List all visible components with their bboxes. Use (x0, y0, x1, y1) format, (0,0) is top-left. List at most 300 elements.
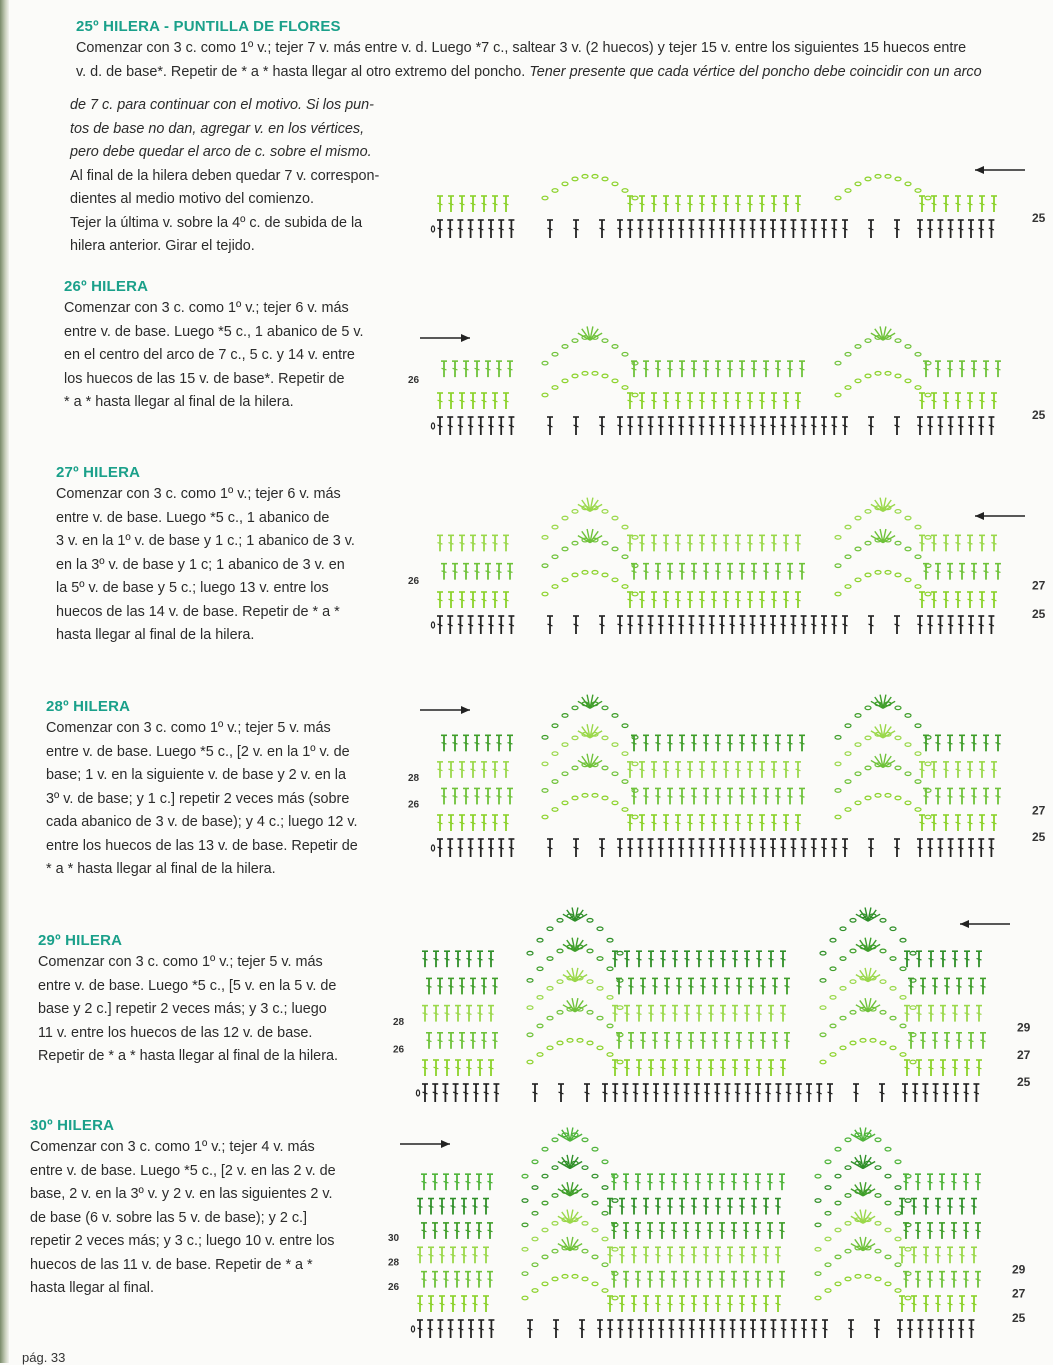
stitch-bar (760, 769, 765, 771)
chain-stitch (905, 743, 911, 747)
stitch-bar (924, 571, 929, 573)
stitch-bar (724, 543, 729, 545)
chain-stitch (587, 949, 593, 953)
stitch-bar (972, 796, 977, 798)
stitch-bar (638, 1328, 643, 1330)
stitch-bar (637, 1013, 642, 1015)
chain-stitch (820, 1006, 826, 1010)
row-26-title: 26º HILERA (64, 278, 149, 295)
chain-stitch (602, 736, 608, 740)
stitch-bar (475, 368, 480, 370)
stitch-bar (445, 1013, 450, 1015)
stitch-bar (823, 1328, 828, 1330)
stitch-bar (433, 1092, 438, 1094)
chain-stitch (830, 1053, 836, 1057)
chain-stitch (890, 987, 896, 991)
stitch-bar (509, 847, 514, 849)
stitch-bar (918, 425, 923, 427)
row-25-italic-2: tos de base no dan, agregar v. en los vértices, (70, 120, 365, 137)
stitch-bar (749, 1040, 754, 1042)
stitch-bar (482, 769, 487, 771)
stitch-bar (451, 1206, 456, 1208)
row-number-label: 25 (1017, 1075, 1031, 1089)
stitch-bar (692, 796, 697, 798)
chain-stitch (845, 386, 851, 390)
stitch-bar (448, 624, 453, 626)
stitch-bar (969, 228, 974, 230)
stitch-bar (725, 986, 730, 988)
chain-stitch (552, 808, 558, 812)
stitch-bar (724, 822, 729, 824)
stitch-bar (449, 599, 454, 601)
chain-stitch (572, 339, 578, 343)
chain-stitch (607, 1053, 613, 1057)
stitch-bar (740, 743, 745, 745)
stitch-bar (791, 624, 796, 626)
stitch-bar (752, 368, 757, 370)
stitch-bar (932, 203, 937, 205)
stitch-bar (801, 425, 806, 427)
chain-stitch (557, 918, 563, 922)
stitch-bar (752, 1254, 757, 1256)
stitch-bar (760, 599, 765, 601)
stitch-bar (689, 425, 694, 427)
stitch-bar (709, 624, 714, 626)
stitch-bar (638, 228, 643, 230)
stitch-bar (669, 228, 674, 230)
stitch-bar (752, 571, 757, 573)
stitch-bar (720, 1230, 725, 1232)
stitch-bar (725, 1092, 730, 1094)
stitch-bar (679, 425, 684, 427)
stitch-bar (712, 769, 717, 771)
stitch-bar (771, 425, 776, 427)
stitch-bar (458, 228, 463, 230)
stitch-bar (471, 986, 476, 988)
stitch-bar (649, 1328, 654, 1330)
stitch-bar (664, 543, 669, 545)
stitch-bar (466, 1279, 471, 1281)
chain-stitch (835, 361, 841, 365)
chain-stitch (830, 996, 836, 1000)
chain-stitch (537, 1053, 543, 1057)
stitch-bar (629, 1040, 634, 1042)
stitch-bar (791, 1328, 796, 1330)
chain-stitch (885, 794, 891, 798)
stitch-bar (423, 1067, 428, 1069)
stitch-bar (644, 1254, 649, 1256)
chain-stitch (835, 196, 841, 200)
stitch-bar (679, 847, 684, 849)
chain-stitch (602, 541, 608, 545)
stitch-bar (689, 847, 694, 849)
stitch-bar (652, 599, 657, 601)
row-30-title: 30º HILERA (30, 1117, 115, 1134)
chain-stitch (905, 547, 911, 551)
stitch-bar (489, 425, 494, 427)
stitch-bar (980, 543, 985, 545)
stitch-bar (489, 847, 494, 849)
stitch-bar (948, 624, 953, 626)
chain-stitch (895, 1186, 901, 1190)
stitch-bar (508, 743, 513, 745)
stitch-bar (776, 743, 781, 745)
chain-stitch (552, 585, 558, 589)
chain-stitch (905, 714, 911, 718)
stitch-bar (733, 1067, 738, 1069)
stitch-bar (429, 1303, 434, 1305)
stitch-bar (493, 986, 498, 988)
chain-stitch (905, 1296, 911, 1300)
stitch-bar (684, 1279, 689, 1281)
stitch-bar (632, 1254, 637, 1256)
stitch-bar (776, 1303, 781, 1305)
row-number-label: 25 (1012, 1311, 1026, 1325)
stitch-bar (938, 425, 943, 427)
stitch-bar (956, 822, 961, 824)
stitch-bar (740, 624, 745, 626)
chain-stitch (527, 951, 533, 955)
stitch-bar (608, 1328, 613, 1330)
stitch-bar (757, 958, 762, 960)
chain-stitch (592, 794, 598, 798)
chain-stitch (885, 175, 891, 179)
stitch-bar (422, 1279, 427, 1281)
stitch-bar (442, 368, 447, 370)
chain-stitch (840, 957, 846, 961)
stitch-bar (940, 1230, 945, 1232)
stitch-bar (644, 571, 649, 573)
chain-stitch (602, 706, 608, 710)
chain-stitch (915, 555, 921, 559)
stitch-bar (984, 571, 989, 573)
stitch-bar (660, 1279, 665, 1281)
chain-stitch (855, 379, 861, 383)
stitch-bar (981, 986, 986, 988)
stitch-bar (761, 1040, 766, 1042)
row-28-instructions (46, 698, 396, 882)
chain-stitch (865, 766, 871, 770)
stitch-bar (478, 1013, 483, 1015)
stitch-bar (628, 400, 633, 402)
stitch-bar (484, 1092, 489, 1094)
stitch-bar (482, 986, 487, 988)
chain-stitch (905, 1199, 911, 1203)
stitch-bar (948, 796, 953, 798)
stitch-bar (705, 1092, 710, 1094)
stitch-bar (438, 624, 443, 626)
stitch-bar (468, 425, 473, 427)
stitch-bar (764, 368, 769, 370)
chain-stitch (572, 736, 578, 740)
chain-stitch (602, 1211, 608, 1215)
chain-stitch (865, 796, 871, 800)
chain-stitch (895, 1289, 901, 1293)
page-number: pág. 33 (22, 1350, 66, 1365)
stitch-bar (444, 1279, 449, 1281)
stitch-bar (928, 624, 933, 626)
stitch-bar (843, 425, 848, 427)
stitch-bar (471, 400, 476, 402)
stitch-bar (958, 228, 963, 230)
stitch-bar (949, 1328, 954, 1330)
stitch-bar (493, 822, 498, 824)
stitch-bar (449, 400, 454, 402)
chain-stitch (895, 573, 901, 577)
row-27-line: la 5º v. de base y 5 c.; luego 13 v. entre los (56, 580, 329, 596)
chain-stitch (572, 796, 578, 800)
stitch-bar (733, 1013, 738, 1015)
stitch-bar (716, 1254, 721, 1256)
chain-start (431, 226, 434, 232)
stitch-bar (664, 769, 669, 771)
chart-row-29 (385, 892, 1050, 1112)
stitch-bar (661, 958, 666, 960)
stitch-bar (652, 203, 657, 205)
stitch-bar (668, 743, 673, 745)
stitch-bar (760, 822, 765, 824)
arrow-head (461, 706, 470, 714)
stitch-bar (672, 1230, 677, 1232)
stitch-bar (628, 624, 633, 626)
stitch-bar (781, 228, 786, 230)
stitch-bar (843, 624, 848, 626)
chain-stitch (562, 714, 568, 718)
stitch-bar (953, 958, 958, 960)
chain-stitch (542, 789, 548, 793)
stitch-bar (623, 1092, 628, 1094)
stitch-bar (676, 822, 681, 824)
stitch-bar (649, 958, 654, 960)
stitch-bar (434, 1013, 439, 1015)
stitch-bar (933, 986, 938, 988)
stitch-bar (664, 400, 669, 402)
stitch-bar (668, 1254, 673, 1256)
chain-stitch (547, 1046, 553, 1050)
stitch-bar (692, 1254, 697, 1256)
chain-stitch (845, 1277, 851, 1281)
row-number-label-left: 28 (393, 1017, 405, 1029)
chart-row-25 (400, 138, 1050, 248)
stitch-bar (980, 769, 985, 771)
stitch-bar (750, 228, 755, 230)
chain-stitch (582, 1277, 588, 1281)
chain-stitch (622, 724, 628, 728)
row-25-text (76, 37, 1051, 84)
stitch-bar (936, 1254, 941, 1256)
stitch-bar (740, 1303, 745, 1305)
stitch-bar (745, 1092, 750, 1094)
stitch-bar (451, 1303, 456, 1305)
chain-stitch (582, 571, 588, 575)
stitch-bar (791, 847, 796, 849)
stitch-bar (508, 368, 513, 370)
chain-stitch (875, 1277, 881, 1281)
stitch-bar (685, 1013, 690, 1015)
row-28-line: cada abanico de 3 v. de base); y 4 c.; luego 12 v. (46, 814, 358, 830)
stitch-bar (460, 400, 465, 402)
chain-stitch (835, 1147, 841, 1151)
stitch-bar (608, 1206, 613, 1208)
chain-stitch (557, 1041, 563, 1045)
stitch-bar (748, 400, 753, 402)
stitch-bar (748, 769, 753, 771)
stitch-bar (462, 1303, 467, 1305)
chain-stitch (815, 1272, 821, 1276)
stitch-bar (679, 624, 684, 626)
stitch-bar (449, 203, 454, 205)
chain-stitch (532, 1263, 538, 1267)
stitch-bar (668, 1303, 673, 1305)
stitch-bar (796, 203, 801, 205)
chain-stitch (562, 516, 568, 520)
stitch-bar (585, 1092, 590, 1094)
stitch-bar (423, 958, 428, 960)
chain-stitch (602, 1289, 608, 1293)
stitch-bar (438, 599, 443, 601)
stitch-bar (969, 847, 974, 849)
stitch-bar (980, 822, 985, 824)
chain-stitch (855, 547, 861, 551)
stitch-bar (905, 958, 910, 960)
arrow-head (960, 920, 969, 928)
stitch-bar (673, 1013, 678, 1015)
row-29-line: 11 v. entre los huecos de las 12 v. de base. (38, 1024, 313, 1041)
chain-stitch (602, 1237, 608, 1241)
stitch-bar (638, 425, 643, 427)
stitch-bar (664, 1092, 669, 1094)
stitch-bar (904, 1181, 909, 1183)
stitch-bar (917, 958, 922, 960)
chain-stitch (885, 1147, 891, 1151)
stitch-bar (817, 1092, 822, 1094)
stitch-bar (704, 1206, 709, 1208)
chain-stitch (612, 516, 618, 520)
stitch-bar (772, 769, 777, 771)
stitch-bar (929, 1067, 934, 1069)
stitch-bar (613, 1067, 618, 1069)
chain-stitch (527, 1006, 533, 1010)
stitch-bar (730, 847, 735, 849)
stitch-bar (460, 769, 465, 771)
chain-stitch (835, 393, 841, 397)
stitch-bar (652, 822, 657, 824)
stitch-bar (843, 847, 848, 849)
stitch-bar (477, 1181, 482, 1183)
stitch-bar (449, 543, 454, 545)
stitch-bar (784, 769, 789, 771)
stitch-bar (932, 822, 937, 824)
stitch-bar (493, 543, 498, 545)
stitch-bar (624, 1279, 629, 1281)
stitch-bar (708, 1279, 713, 1281)
stitch-bar (969, 425, 974, 427)
stitch-bar (980, 203, 985, 205)
stitch-bar (924, 796, 929, 798)
stitch-bar (972, 1303, 977, 1305)
stitch-bar (936, 571, 941, 573)
stitch-bar (752, 1206, 757, 1208)
stitch-bar (489, 1328, 494, 1330)
stitch-bar (900, 1303, 905, 1305)
stitch-bar (784, 543, 789, 545)
stitch-bar (730, 624, 735, 626)
stitch-bar (428, 1328, 433, 1330)
stitch-bar (895, 228, 900, 230)
stitch-bar (938, 1328, 943, 1330)
stitch-bar (613, 958, 618, 960)
stitch-bar (464, 368, 469, 370)
chain-stitch (597, 957, 603, 961)
stitch-bar (644, 796, 649, 798)
stitch-bar (482, 822, 487, 824)
stitch-bar (676, 769, 681, 771)
chain-stitch (582, 1166, 588, 1170)
stitch-bar (458, 1328, 463, 1330)
stitch-bar (548, 624, 553, 626)
stitch-bar (948, 1303, 953, 1305)
chain-stitch (537, 996, 543, 1000)
stitch-bar (900, 1254, 905, 1256)
row-30-text (30, 1136, 380, 1301)
stitch-bar (924, 1303, 929, 1305)
chain-stitch (542, 361, 548, 365)
stitch-bar (469, 1328, 474, 1330)
stitch-bar (488, 1279, 493, 1281)
stitch-bar (672, 1181, 677, 1183)
stitch-bar (637, 1067, 642, 1069)
stitch-bar (443, 1092, 448, 1094)
stitch-bar (632, 796, 637, 798)
chain-stitch (845, 1166, 851, 1170)
stitch-bar (964, 1279, 969, 1281)
stitch-bar (462, 1254, 467, 1256)
chain-stitch (617, 1033, 623, 1037)
stitch-bar (640, 543, 645, 545)
stitch-bar (497, 368, 502, 370)
stitch-bar (455, 1181, 460, 1183)
chain-stitch (582, 175, 588, 179)
stitch-bar (548, 847, 553, 849)
stitch-bar (716, 743, 721, 745)
stitch-bar (484, 1206, 489, 1208)
stitch-bar (728, 1206, 733, 1208)
row-25-notes (70, 94, 430, 259)
stitch-bar (504, 203, 509, 205)
stitch-bar (958, 847, 963, 849)
stitch-bar (786, 1092, 791, 1094)
stitch-bar (482, 1040, 487, 1042)
stitch-bar (453, 571, 458, 573)
stitch-bar (471, 1040, 476, 1042)
stitch-bar (632, 743, 637, 745)
chain-stitch (815, 1247, 821, 1251)
stitch-bar (656, 571, 661, 573)
stitch-bar (979, 624, 984, 626)
stitch-bar (969, 624, 974, 626)
stitch-bar (440, 1303, 445, 1305)
row-25-line-2: v. d. de base*. Repetir de * a * hasta llegar al otro extremo del poncho. (76, 63, 526, 80)
chain-stitch (542, 1147, 548, 1151)
chain-stitch (532, 1160, 538, 1164)
stitch-bar (701, 986, 706, 988)
chain-stitch (552, 189, 558, 193)
stitch-bar (644, 1206, 649, 1208)
stitch-bar (957, 986, 962, 988)
stitch-bar (960, 743, 965, 745)
chain-stitch (552, 1277, 558, 1281)
chain-stitch (567, 1039, 573, 1043)
